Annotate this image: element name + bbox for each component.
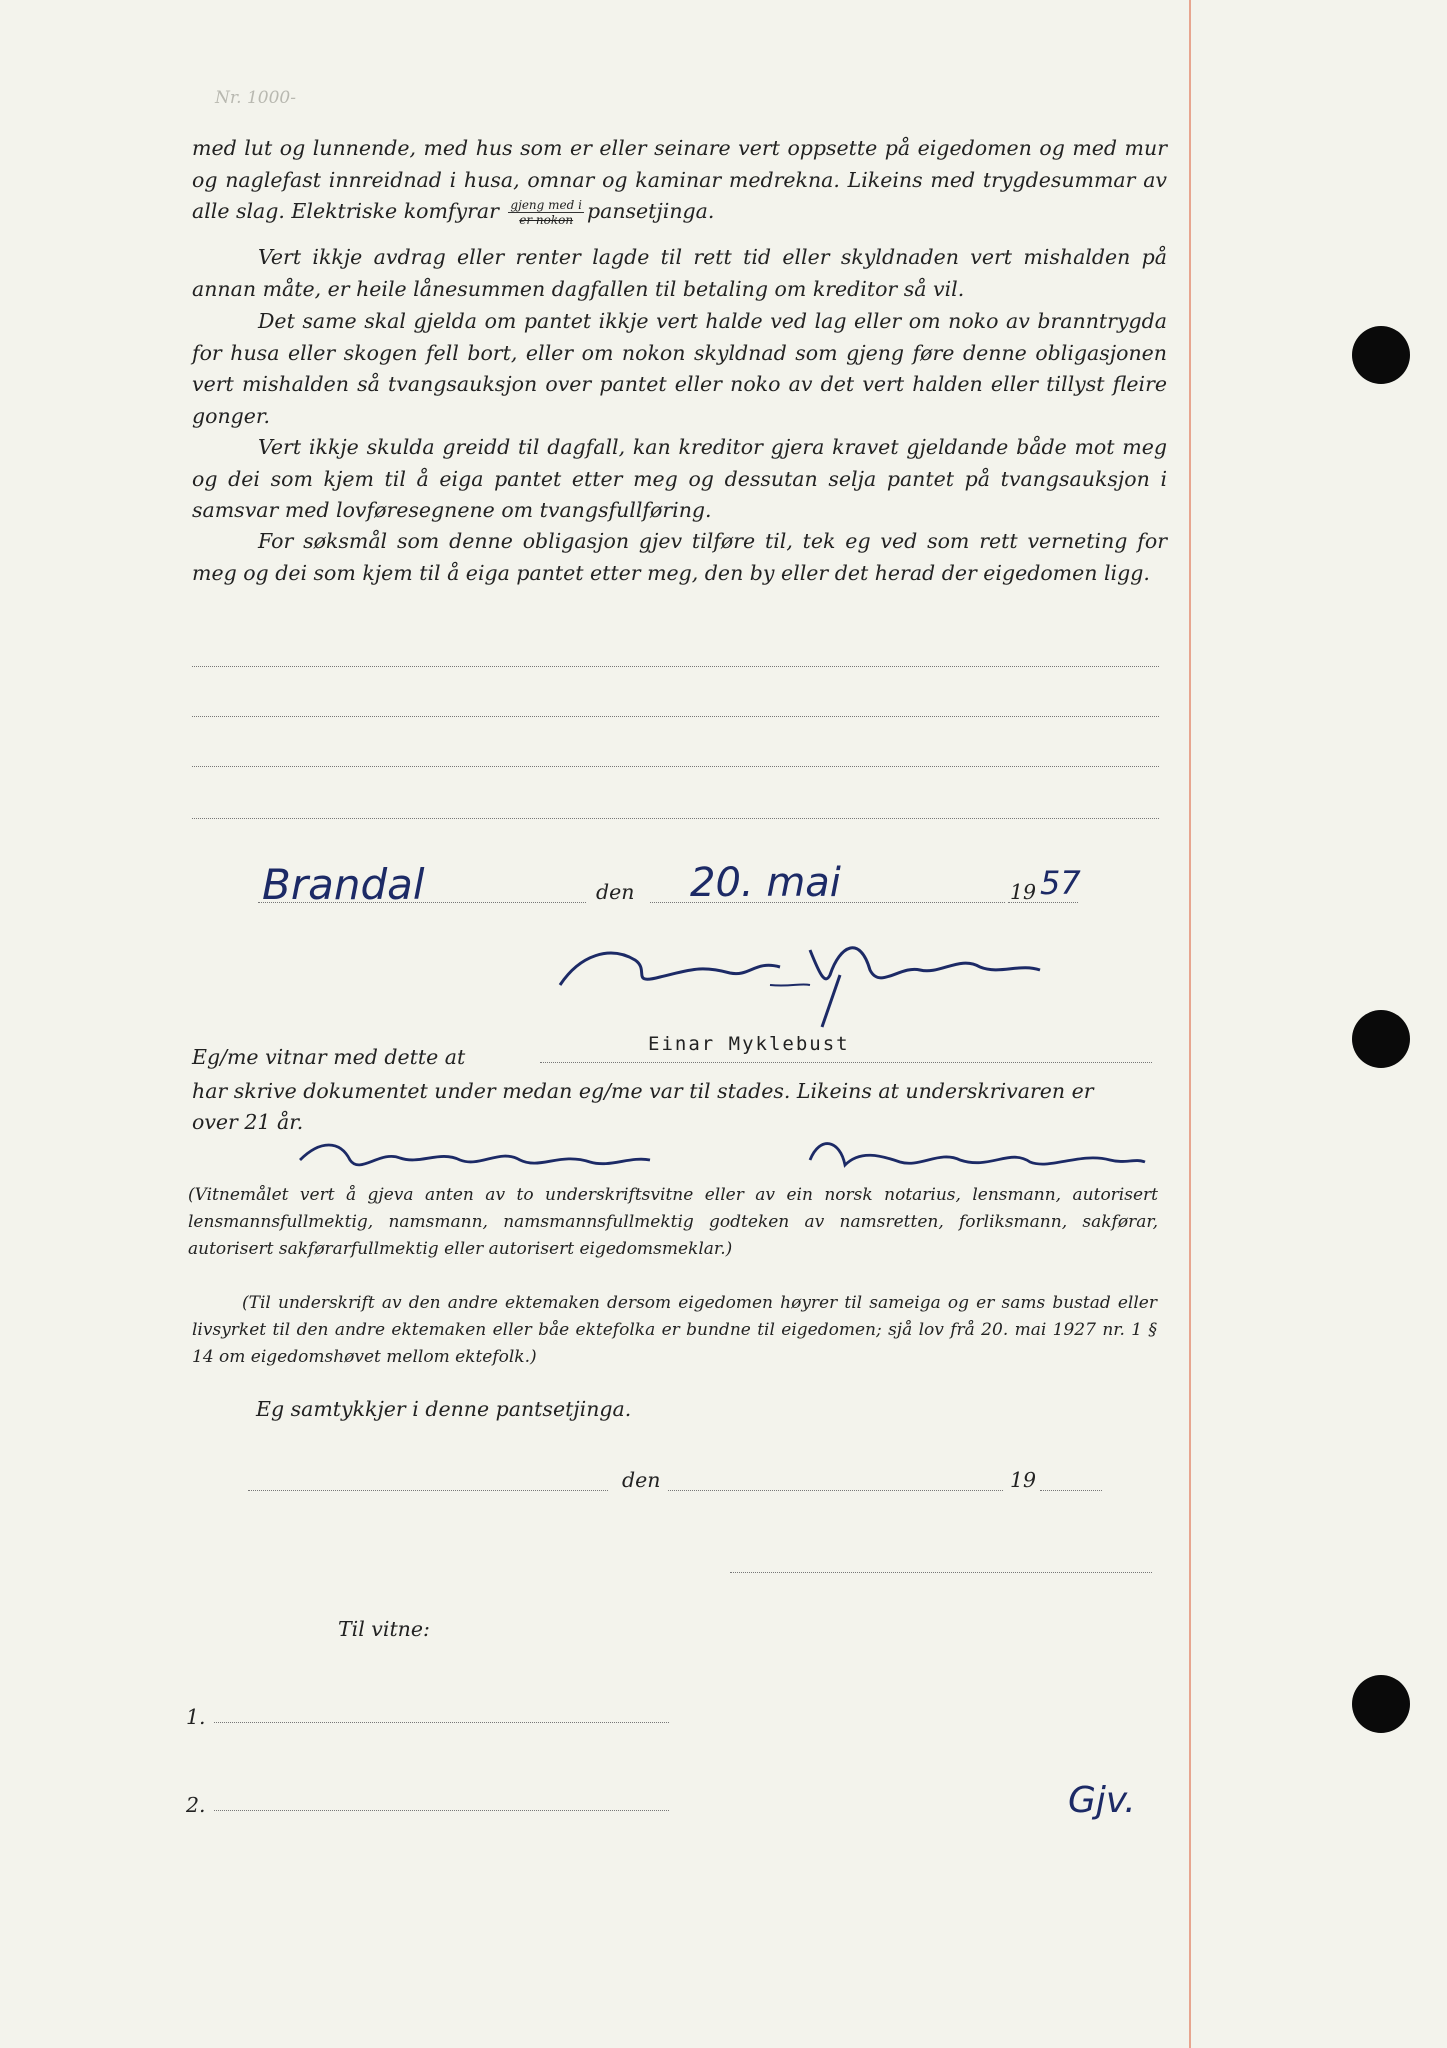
punch-hole <box>1352 1675 1410 1733</box>
witness-intro-3: over 21 år. <box>192 1110 304 1134</box>
den-label: den <box>596 880 635 904</box>
spouse-consent: Eg samtykkjer i denne pantsetjinga. <box>256 1397 632 1421</box>
margin-rule <box>1189 0 1191 2048</box>
correction-top: gjeng med i <box>510 198 582 212</box>
paragraph-4: Vert ikkje skulda greidd til dagfall, kan kreditor gjera kravet gjeldande både mot meg og dei som kjem til å eiga pantet etter meg og dessutan selja pantet på tvangsauksjon i samsvar med lovføresegnene om tvangsfullføring. <box>192 435 1167 522</box>
year-line <box>1008 902 1078 903</box>
paragraph-1-end: pansetjinga. <box>586 199 715 223</box>
spouse-year-line <box>1040 1490 1102 1491</box>
witness-note: (Vitnemålet vert å gjeva anten av to underskriftsvitne eller av ein norsk notarius, lensmann, autorisert lensmannsfullmektig, namsmann, namsmannsfullmektig godteken av namsretten, forliksmann, sakførar, autorisert sakførarfullmektig eller autorisert eigedomsmeklar.) <box>188 1185 1158 1259</box>
interlinear-correction <box>508 198 584 227</box>
witness-item-1: 1. <box>186 1705 206 1729</box>
name-line <box>540 1062 1152 1063</box>
paragraph-2: Vert ikkje avdrag eller renter lagde til rett tid eller skyldnaden vert mishalden på annan måte, er heile lånesummen dagfallen til betaling om kreditor så vil. <box>192 245 1167 301</box>
witness-line-2 <box>214 1810 669 1811</box>
blank-line <box>192 766 1159 767</box>
spouse-signature-line <box>730 1572 1152 1573</box>
paragraph-3: Det same skal gjelda om pantet ikkje vert halde ved lag eller om noko av branntrygda for husa eller skogen fell bort, eller om nokon skyldnad som gjeng føre denne obligasjonen vert mishalden så tvangsauksjon over pantet eller noko av det vert halden eller tillyst fleire gonger. <box>192 309 1167 428</box>
punch-hole <box>1352 1010 1410 1068</box>
blank-line <box>192 818 1159 819</box>
paragraph-1-text: med lut og lunnende, med hus som er eller seinare vert oppsette på eigedomen og med mur og naglefast innreidnad i husa, omnar og kaminar medrekna. Likeins med trygdesummar av alle slag. Elektriske komfyrar <box>192 136 1167 223</box>
witness-intro-2: har skrive dokumentet under medan eg/me var til stades. Likeins at underskrivaren er <box>192 1079 1094 1103</box>
paragraph-1 <box>192 133 1167 228</box>
date-line <box>650 902 1005 903</box>
spouse-year-prefix: 19 <box>1010 1468 1037 1492</box>
spouse-den-label: den <box>622 1468 661 1492</box>
year-suffix: 57 <box>1040 864 1081 902</box>
witness-intro-1: Eg/me vitnar med dette at <box>192 1045 466 1069</box>
header-faint-text: Nr. 1000- <box>215 88 296 108</box>
signature-einar-myklebust <box>540 915 1080 1035</box>
correction-struck: er nokon <box>519 213 574 227</box>
typed-name: Einar Myklebust <box>648 1033 850 1055</box>
til-vitne-label: Til vitne: <box>338 1617 430 1641</box>
place-handwritten: Brandal <box>262 860 425 909</box>
witness-line-1 <box>214 1722 669 1723</box>
initials-handwritten: Gjv. <box>1068 1780 1136 1821</box>
blank-line <box>192 666 1159 667</box>
blank-line <box>192 716 1159 717</box>
place-line <box>258 902 586 903</box>
punch-hole <box>1352 326 1410 384</box>
date-handwritten: 20. mai <box>690 860 841 906</box>
witness-signatures <box>290 1120 1150 1190</box>
paragraph-5: For søksmål som denne obligasjon gjev tilføre til, tek eg ved som rett verneting for meg og dei som kjem til å eiga pantet etter meg, den by eller det herad der eigedomen ligg. <box>192 529 1167 585</box>
witness-item-2: 2. <box>186 1793 206 1817</box>
spouse-place-line <box>248 1490 608 1491</box>
spouse-note: (Til underskrift av den andre ektemaken dersom eigedomen høyrer til sameiga og er sams bustad eller livsyrket til den andre ektemaken eller båe ektefolka er bundne til eigedomen; sjå lov frå 20. mai 1927 nr. 1 § 14 om eigedomshøvet mellom ektefolk.) <box>192 1293 1157 1367</box>
year-prefix: 19 <box>1010 880 1037 904</box>
spouse-date-line <box>668 1490 1003 1491</box>
